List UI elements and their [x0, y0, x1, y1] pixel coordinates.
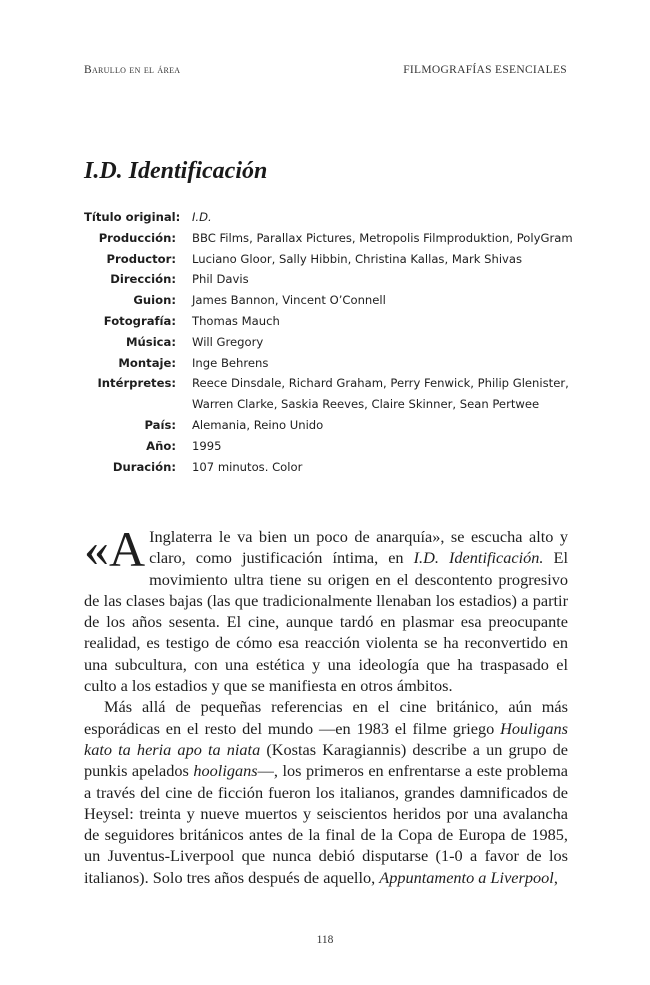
paragraph-1	[84, 521, 568, 696]
credit-label: Guion:	[133, 293, 176, 308]
credit-value: Will Gregory	[192, 334, 264, 349]
credit-value: Thomas Mauch	[192, 313, 280, 328]
credit-value: Alemania, Reino Unido	[192, 417, 324, 432]
credit-row-director	[84, 269, 584, 290]
text-run: —, los primeros en enfrentarse a este problema a través del cine de ficción fueron los italianos, grandes damnificados de Heysel: treinta y nueve muertos y seiscientos heridos por una avalancha de seguidores británicos antes de la final de la Copa de Europa de 1985, un Juventus-Liverpool que nunca debió disputarse (1-0 a favor de los italianos). Solo tres años después de aquello,	[84, 761, 568, 887]
credit-label: Año:	[146, 438, 176, 453]
credit-label: País:	[144, 417, 176, 432]
credit-label: Productor:	[106, 251, 176, 266]
body-text	[84, 521, 569, 888]
credit-label: Título original:	[84, 210, 181, 224]
credit-label: Duración:	[112, 459, 176, 474]
credit-label: Intérpretes:	[97, 376, 176, 391]
credit-row-music	[84, 332, 584, 353]
credit-value: BBC Films, Parallax Pictures, Metropolis Filmproduktion, PolyGram	[192, 230, 573, 245]
credit-label: Fotografía:	[103, 313, 176, 328]
credit-value: Reece Dinsdale, Richard Graham, Perry Fenwick, Philip Glenister, Warren Clarke, Saskia Reeves, Claire Skinner, Sean Pertwee	[192, 376, 569, 412]
drop-cap: «A	[84, 521, 146, 577]
credit-value: 107 minutos. Color	[192, 459, 303, 474]
credit-value: James Bannon, Vincent O’Connell	[192, 293, 386, 308]
text-run: Inglaterra le va bien un poco de anarquía», se escucha alto y claro, como justificación íntima, en	[149, 527, 568, 568]
credit-row-original-title	[84, 207, 584, 228]
credit-value: Phil Davis	[192, 272, 249, 287]
film-title-ref: I.D. Identificación.	[413, 548, 544, 568]
film-title-ref: Appuntamento a Liverpool	[379, 867, 554, 887]
credit-row-photography	[84, 311, 584, 332]
page-number: 118	[316, 934, 334, 946]
credit-value: 1995	[192, 438, 222, 453]
text-run: El movimiento ultra tiene su origen en el descontento progresivo de las clases bajas (las que tradicionalmente llenaban los estadios) a partir de los años sesenta. El cine, aunque tardó en plasmar esa preocupante realidad, es testigo de cómo esa reacción violenta se ha reconvertido en una subcultura, con una estética y una ideología que ha traspasado el culto a los estadios y que se manifiesta en otros ámbitos.	[84, 548, 568, 696]
running-header-section: FILMOGRAFÍAS ESENCIALES	[403, 64, 567, 76]
text-run: (Kostas Karagiannis) describe a un grupo de punkis apelados	[84, 739, 569, 781]
text-run: ,	[553, 867, 558, 887]
credit-row-editing	[84, 353, 584, 374]
credit-label: Música:	[126, 334, 176, 349]
credit-value: I.D.	[192, 210, 212, 224]
running-header-book-title: Barullo en el área	[84, 64, 181, 76]
credit-label: Producción:	[98, 230, 176, 245]
credit-row-duration	[84, 457, 584, 478]
credit-label: Montaje:	[118, 355, 176, 370]
credit-row-country	[84, 415, 584, 436]
credit-label: Dirección:	[110, 272, 176, 287]
credit-value: Luciano Gloor, Sally Hibbin, Christina Kallas, Mark Shivas	[192, 251, 523, 266]
credit-row-production	[84, 228, 584, 249]
text-run: Más allá de pequeñas referencias en el cine británico, aún más esporádicas en el resto del mundo —en 1983 el filme griego	[84, 697, 568, 738]
credits-table	[84, 207, 584, 477]
credit-row-year	[84, 436, 584, 457]
credit-row-screenplay	[84, 290, 584, 311]
paragraph-2	[84, 696, 568, 888]
page-title: I.D. Identificación	[84, 158, 268, 184]
credit-row-cast	[84, 373, 584, 415]
film-title-ref: Houligans kato ta heria apo ta niata	[84, 718, 568, 759]
credit-value: Inge Behrens	[192, 355, 269, 370]
credit-row-producer	[84, 249, 584, 270]
term-ref: hooligans	[193, 761, 258, 781]
